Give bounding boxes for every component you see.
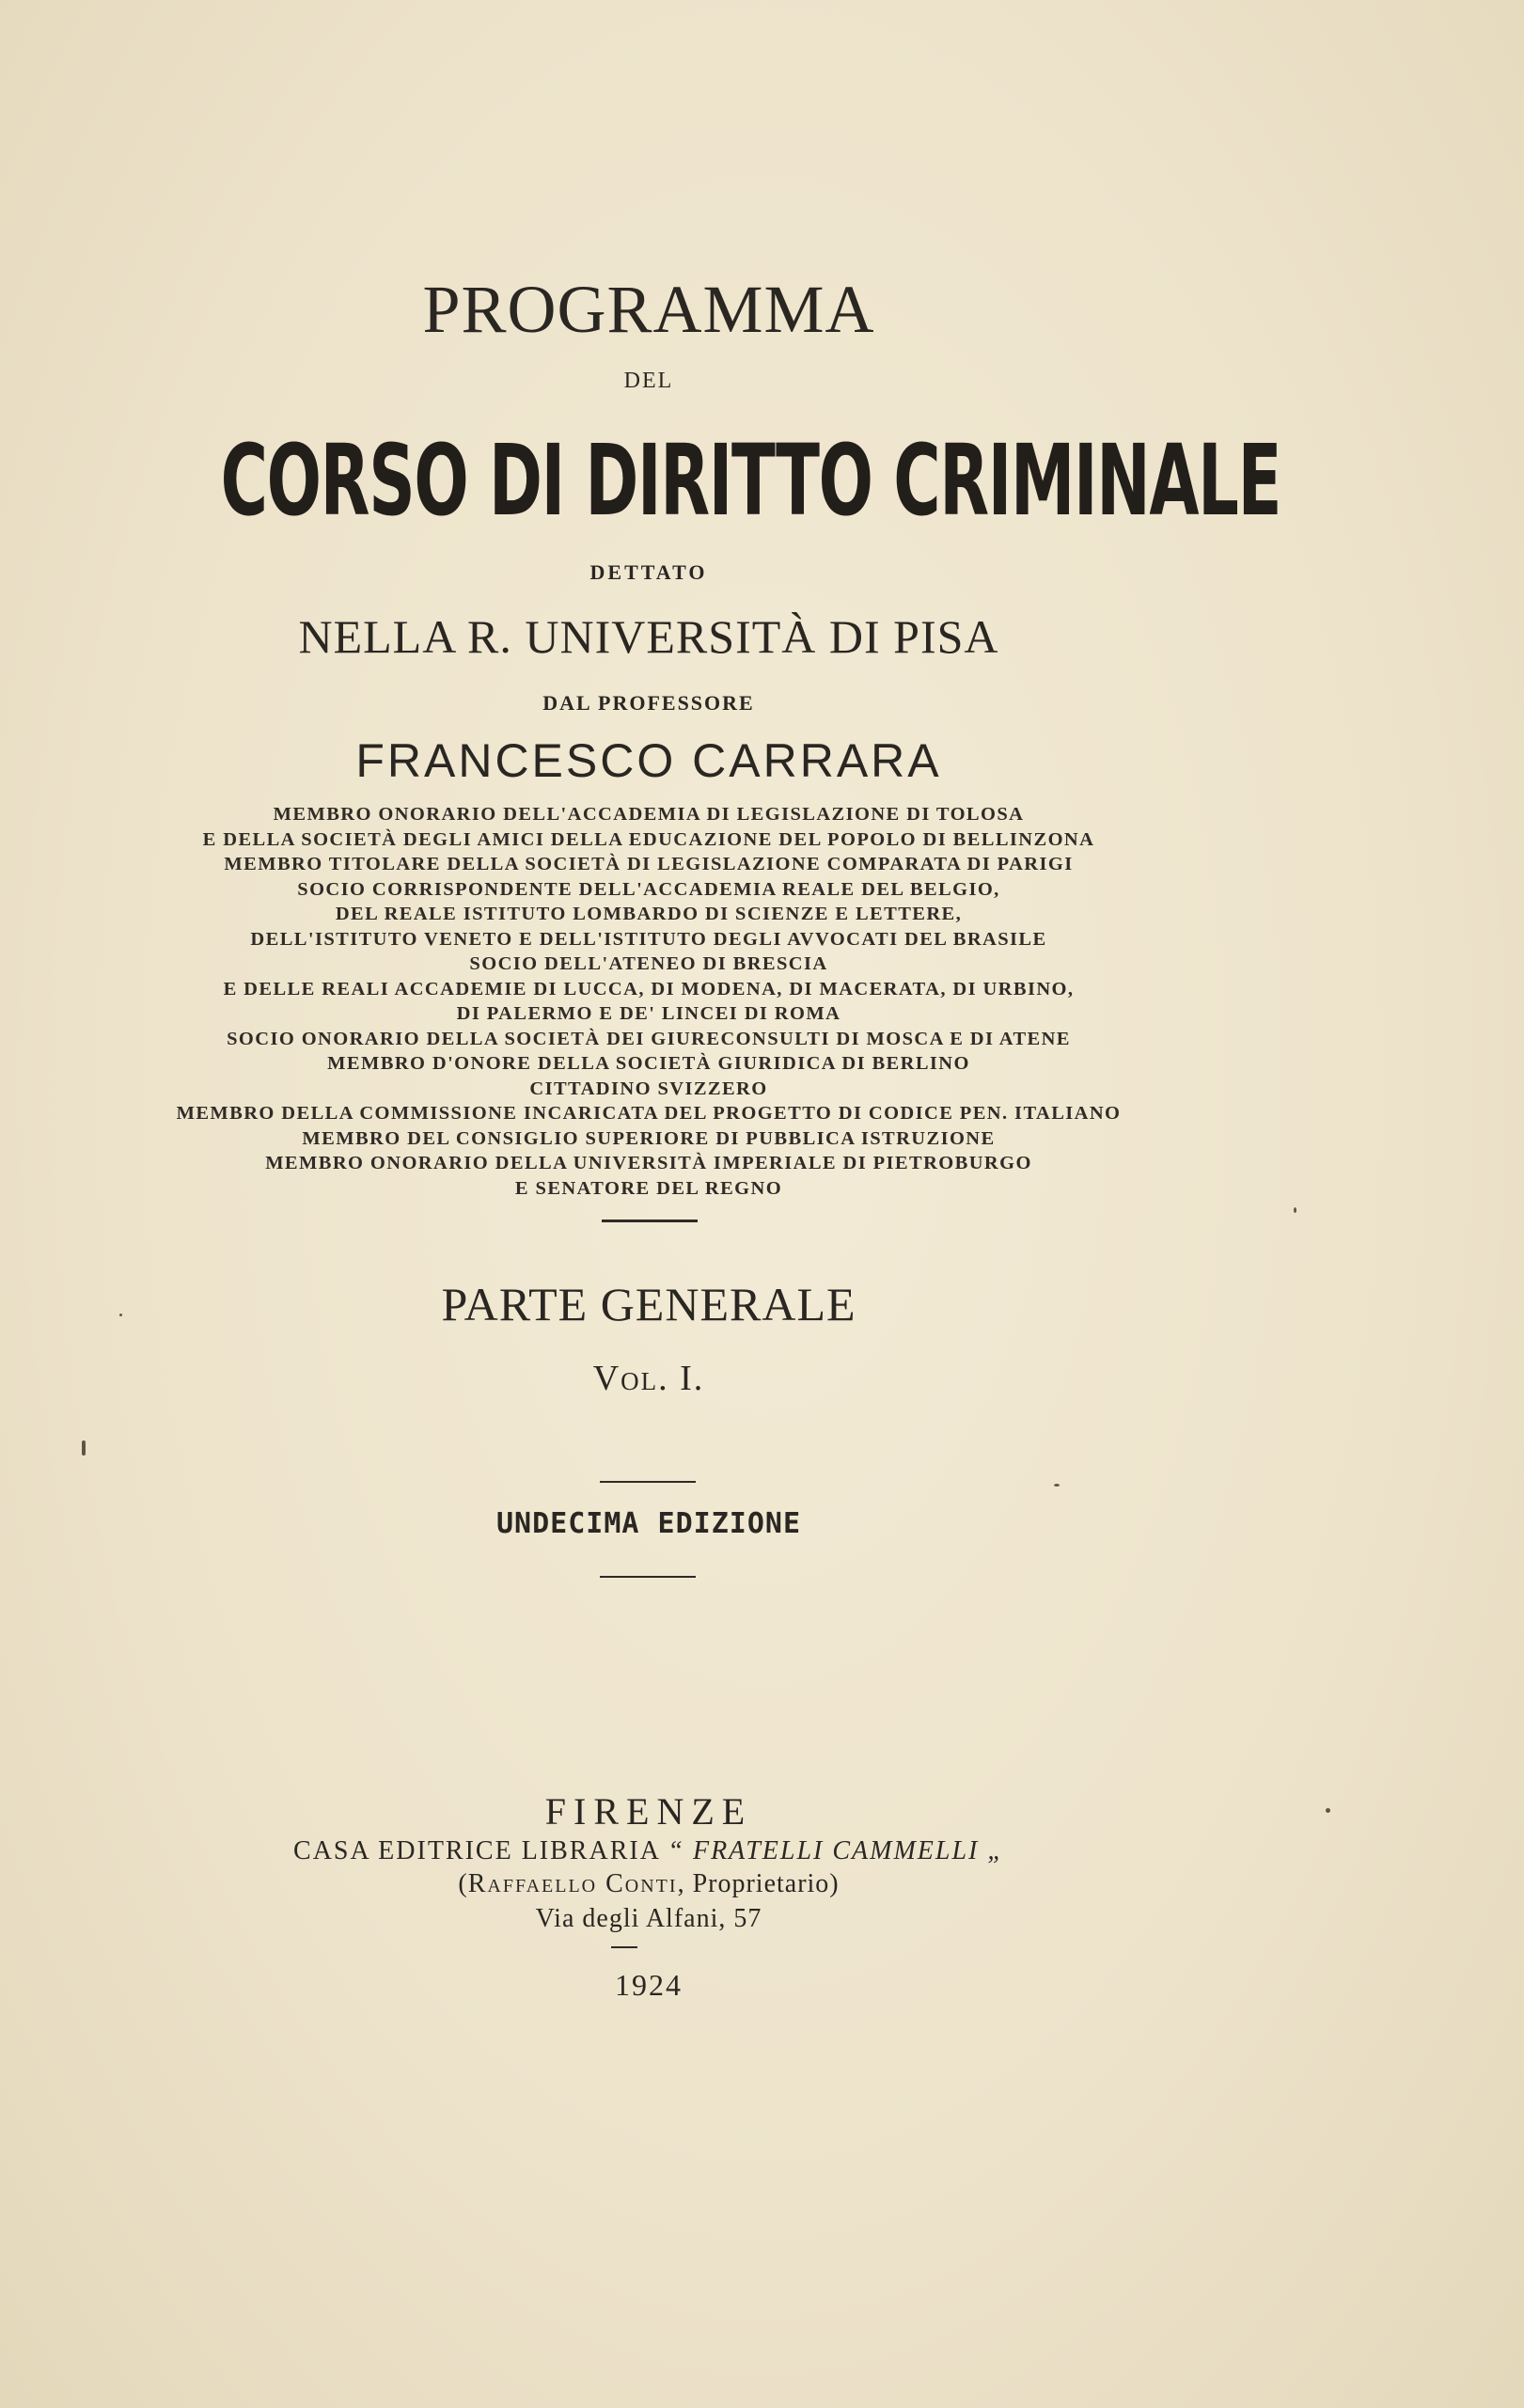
imprint-proprietor: [0, 1869, 1297, 1899]
publisher-name: “ FRATELLI CAMMELLI „: [668, 1836, 1004, 1865]
imprint-publisher: [0, 1836, 1297, 1866]
paper-speck: [1054, 1484, 1060, 1487]
title-programma: PROGRAMMA: [422, 272, 875, 347]
paper-speck: [1326, 1808, 1330, 1813]
volume-number: Vol. I.: [592, 1359, 705, 1398]
publisher-prefix: CASA EDITRICE LIBRARIA: [293, 1836, 660, 1865]
proprietor-suffix: , Proprietario): [677, 1869, 840, 1898]
divider-rule: [600, 1576, 696, 1578]
imprint-city: FIRENZE: [544, 1790, 753, 1833]
author-title-line: DI PALERMO E DE' LINCEI DI ROMA: [456, 1003, 841, 1024]
author-title-line: MEMBRO D'ONORE DELLA SOCIETÀ GIURIDICA DI BERLINO: [327, 1053, 970, 1074]
edition-label: UNDECIMA EDIZIONE: [495, 1507, 802, 1540]
author-title-line: E DELLE REALI ACCADEMIE DI LUCCA, DI MODENA, DI MACERATA, DI URBINO,: [223, 978, 1075, 999]
paper-speck: [1294, 1207, 1296, 1213]
author-title-line: MEMBRO DELLA COMMISSIONE INCARICATA DEL PROGETTO DI CODICE PEN. ITALIANO: [176, 1103, 1122, 1124]
author-title-line: DELL'ISTITUTO VENETO E DELL'ISTITUTO DEGLI AVVOCATI DEL BRASILE: [250, 928, 1047, 950]
author-title-line: CITTADINO SVIZZERO: [529, 1078, 768, 1099]
paper-speck: [119, 1314, 122, 1316]
author-title-line: MEMBRO DEL CONSIGLIO SUPERIORE DI PUBBLICA ISTRUZIONE: [302, 1127, 996, 1149]
imprint-year: 1924: [615, 1968, 683, 2002]
proprietor-name: Raffaello Conti: [467, 1869, 678, 1898]
author-name: FRANCESCO CARRARA: [355, 734, 942, 787]
paper-speck: [82, 1440, 86, 1456]
author-title-line: DEL REALE ISTITUTO LOMBARDO DI SCIENZE E LETTERE,: [335, 904, 963, 924]
proprietor-prefix: (: [458, 1869, 468, 1898]
author-titles: [0, 802, 1297, 1201]
divider-rule: [602, 1220, 698, 1222]
author-title-line: E DELLA SOCIETÀ DEGLI AMICI DELLA EDUCAZIONE DEL POPOLO DI BELLINZONA: [202, 828, 1095, 850]
dettato-label: DETTATO: [589, 560, 708, 584]
author-title-line: MEMBRO ONORARIO DELLA UNIVERSITÀ IMPERIALE DI PIETROBURGO: [265, 1153, 1032, 1173]
dal-professore-label: DAL PROFESSORE: [542, 691, 755, 715]
author-title-line: SOCIO DELL'ATENEO DI BRESCIA: [469, 953, 828, 974]
part-title: PARTE GENERALE: [441, 1278, 856, 1330]
course-title: CORSO DI DIRITTO CRIMINALE: [220, 423, 1281, 538]
imprint-address: Via degli Alfani, 57: [535, 1904, 762, 1933]
author-title-line: SOCIO CORRISPONDENTE DELL'ACCADEMIA REALE DEL BELGIO,: [297, 878, 1000, 900]
university-line: NELLA R. UNIVERSITÀ DI PISA: [298, 610, 999, 663]
author-title-line: SOCIO ONORARIO DELLA SOCIETÀ DEI GIURECONSULTI DI MOSCA E DI ATENE: [227, 1028, 1071, 1049]
author-title-line: MEMBRO TITOLARE DELLA SOCIETÀ DI LEGISLAZIONE COMPARATA DI PARIGI: [224, 854, 1074, 874]
author-title-line: MEMBRO ONORARIO DELL'ACCADEMIA DI LEGISLAZIONE DI TOLOSA: [273, 804, 1025, 825]
divider-rule: [611, 1946, 637, 1948]
title-del: DEL: [623, 369, 674, 393]
divider-rule: [600, 1481, 696, 1483]
author-title-line: E SENATORE DEL REGNO: [514, 1177, 783, 1199]
